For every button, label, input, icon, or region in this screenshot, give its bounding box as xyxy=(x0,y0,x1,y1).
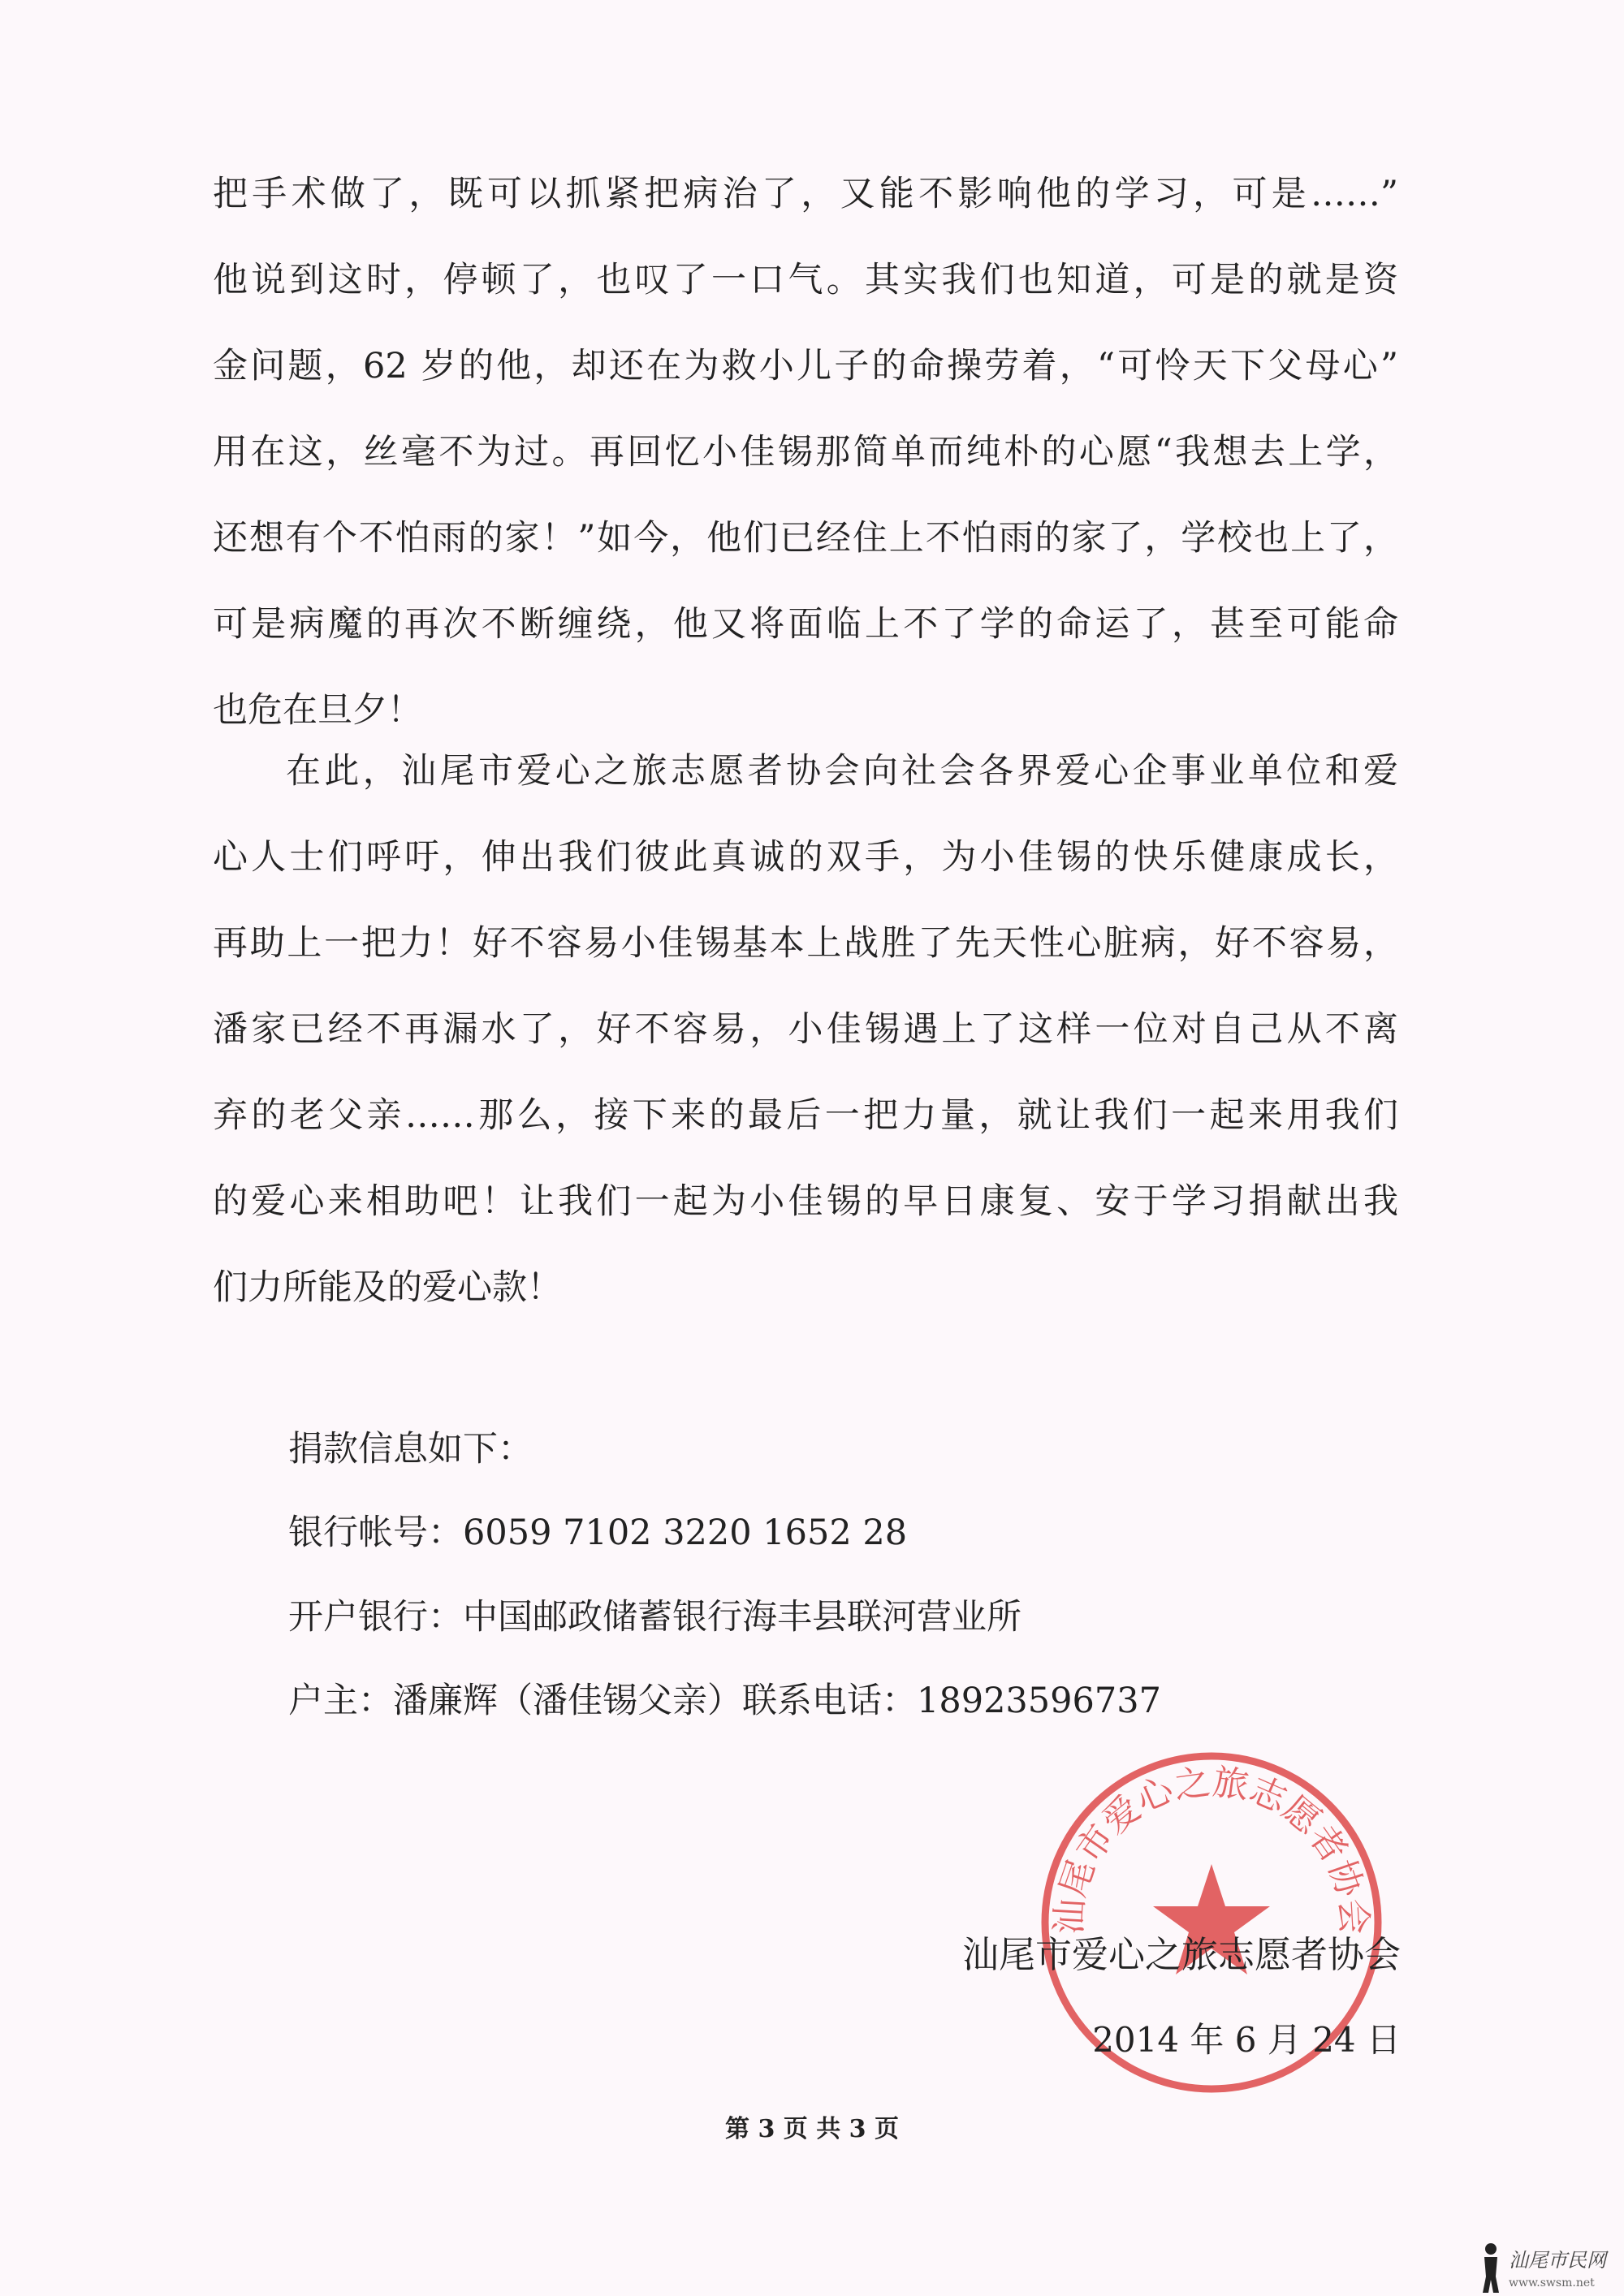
bank-name: 开户银行：中国邮政储蓄银行海丰县联河营业所 xyxy=(288,1597,1021,1638)
paragraph-line: 用在这，丝毫不为过。再回忆小佳锡那简单而纯朴的心愿“我想去上学， xyxy=(213,432,1398,473)
paragraph-line: 也危在旦夕！ xyxy=(213,690,422,731)
site-watermark xyxy=(1476,2238,1622,2294)
paragraph-line: 在此，汕尾市爱心之旅志愿者协会向社会各界爱心企事业单位和爱 xyxy=(286,751,1398,792)
paragraph-line: 把手术做了，既可以抓紧把病治了，又能不影响他的学习，可是……” xyxy=(213,174,1398,214)
person-silhouette-icon xyxy=(1483,2243,1499,2293)
paragraph-line: 可是病魔的再次不断缠绕，他又将面临上不了学的命运了，甚至可能命 xyxy=(213,604,1398,645)
account-holder: 户主：潘廉辉（潘佳锡父亲）联系电话：18923596737 xyxy=(288,1681,1161,1721)
paragraph-line: 弃的老父亲……那么，接下来的最后一把力量，就让我们一起来用我们 xyxy=(213,1095,1398,1136)
paragraph-line: 再助上一把力！好不容易小佳锡基本上战胜了先天性心脏病，好不容易， xyxy=(213,923,1398,964)
page-number: 第 3 页 共 3 页 xyxy=(725,2115,899,2143)
watermark-text: 汕尾市民网 xyxy=(1509,2249,1606,2272)
paragraph-line: 金问题，62 岁的他，却还在为救小儿子的命操劳着，“可怜天下父母心” xyxy=(213,346,1398,386)
paragraph-line: 们力所能及的爱心款！ xyxy=(213,1267,562,1308)
paragraph-line: 他说到这时，停顿了，也叹了一口气。其实我们也知道，可是的就是资 xyxy=(213,260,1398,300)
signature-date: 2014 年 6 月 24 日 xyxy=(1092,2020,1401,2060)
seal-text: 汕尾市爱心之旅志愿者协会 xyxy=(1048,1761,1375,1936)
bank-account: 银行帐号：6059 7102 3220 1652 28 xyxy=(288,1513,908,1553)
paragraph-line: 心人士们呼吁，伸出我们彼此真诚的双手，为小佳锡的快乐健康成长， xyxy=(213,837,1398,878)
donation-heading: 捐款信息如下： xyxy=(288,1429,533,1470)
paragraph-line: 潘家已经不再漏水了，好不容易，小佳锡遇上了这样一位对自己从不离 xyxy=(213,1009,1398,1050)
watermark-url: www.swsm.net xyxy=(1509,2277,1595,2290)
paragraph-line: 还想有个不怕雨的家！”如今，他们已经住上不怕雨的家了，学校也上了， xyxy=(213,518,1398,559)
paragraph-2 xyxy=(213,728,1398,1331)
paragraph-line: 的爱心来相助吧！让我们一起为小佳锡的早日康复、安于学习捐献出我 xyxy=(213,1181,1398,1222)
signature-organization: 汕尾市爱心之旅志愿者协会 xyxy=(961,1933,1401,1976)
paragraph-1 xyxy=(213,151,1398,753)
